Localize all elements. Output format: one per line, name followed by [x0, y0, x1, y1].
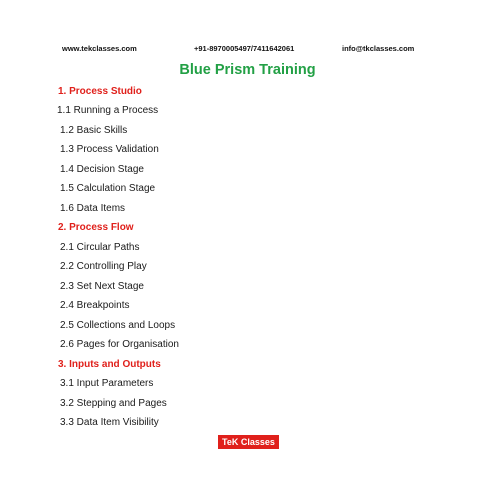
header-phone: +91-8970005497/7411642061 — [194, 44, 295, 53]
section-heading-inputs-outputs: 3. Inputs and Outputs — [58, 359, 161, 370]
list-item: 2.4 Breakpoints — [60, 300, 130, 311]
list-item: 2.3 Set Next Stage — [60, 281, 144, 292]
list-item: 1.5 Calculation Stage — [60, 183, 156, 194]
list-item: 1.6 Data Items — [60, 203, 126, 214]
list-item: 2.1 Circular Paths — [60, 242, 140, 253]
header-email: info@tkclasses.com — [342, 44, 415, 53]
list-item: 1.1 Running a Process — [57, 105, 159, 116]
list-item: 3.3 Data Item Visibility — [60, 417, 159, 428]
list-item: 2.6 Pages for Organisation — [60, 339, 179, 350]
list-item: 3.2 Stepping and Pages — [60, 398, 167, 409]
header-website: www.tekclasses.com — [62, 44, 137, 53]
list-item: 1.3 Process Validation — [60, 144, 159, 155]
list-item: 1.2 Basic Skills — [60, 125, 128, 136]
footer-brand-badge: TeK Classes — [218, 435, 279, 449]
section-heading-process-studio: 1. Process Studio — [58, 86, 142, 97]
page-title: Blue Prism Training — [179, 62, 316, 78]
list-item: 2.5 Collections and Loops — [60, 320, 176, 331]
list-item: 1.4 Decision Stage — [60, 164, 144, 175]
list-item: 2.2 Controlling Play — [60, 261, 147, 272]
list-item: 3.1 Input Parameters — [60, 378, 154, 389]
section-heading-process-flow: 2. Process Flow — [58, 222, 134, 233]
